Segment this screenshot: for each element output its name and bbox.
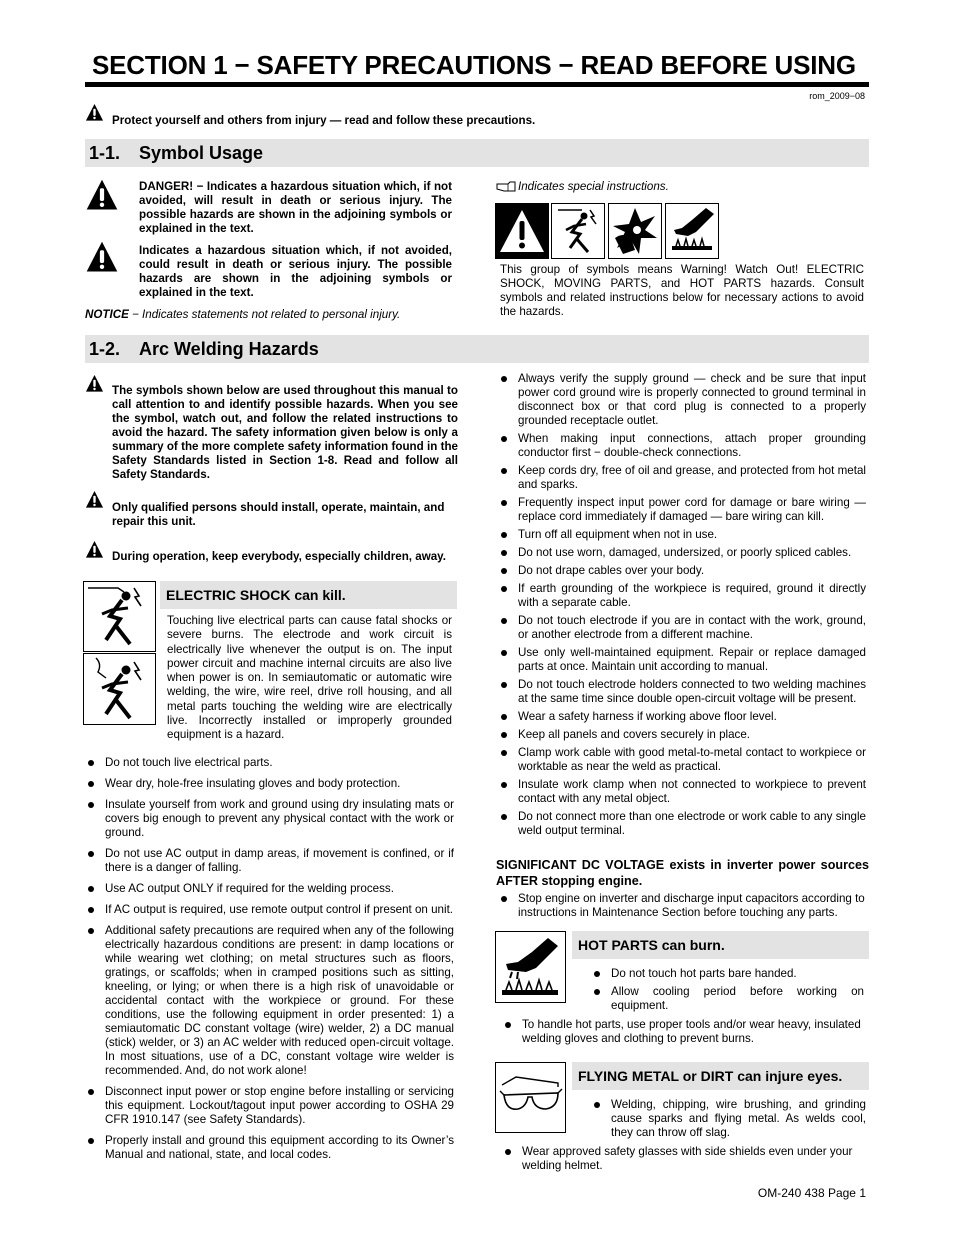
page-title: SECTION 1 − SAFETY PRECAUTIONS − READ BEFORE USING xyxy=(92,50,856,80)
list-item: Turn off all equipment when not in use. xyxy=(496,528,866,542)
dc-voltage-heading: SIGNIFICANT DC VOLTAGE exists in inverter power sources AFTER stopping engine. xyxy=(496,858,869,888)
flying-metal-extra-list xyxy=(500,1145,866,1173)
list-item: Frequently inspect input power cord for damage or bare wiring — replace cord immediately if damaged — bare wiring can kill. xyxy=(496,496,866,524)
list-item: If earth grounding of the workpiece is required, ground it directly with a separate cable. xyxy=(496,582,866,610)
pointing-hand-icon xyxy=(496,181,516,192)
warning-icon xyxy=(85,490,104,509)
hot-parts-heading: HOT PARTS can burn. xyxy=(572,931,869,959)
section-arc-welding xyxy=(85,335,869,363)
list-item: If AC output is required, use remote output control if present on unit. xyxy=(83,903,454,917)
hazard-symbol-group xyxy=(495,203,720,259)
list-item: Insulate yourself from work and ground using dry insulating mats or covers big enough to prevent any physical contact with the work or ground. xyxy=(83,798,454,840)
list-item: Do not touch electrode if you are in contact with the work, ground, or another electrode from a different machine. xyxy=(496,614,866,642)
moving-parts-symbol xyxy=(608,203,662,259)
arc-intro: The symbols shown below are used throughout this manual to call attention to and identify possible hazards. When you see the symbol, watch out, and follow the related instructions to avoid the hazard. The safety information given below is only a summary of the more complete safety information found in the Safety Standards listed in Section 1-8. Read and follow all Safety Standards. xyxy=(112,384,458,481)
page-footer: OM-240 438 Page 1 xyxy=(757,1186,866,1200)
list-item: Keep cords dry, free of oil and grease, and protected from hot metal and sparks. xyxy=(496,464,866,492)
notice-line xyxy=(85,308,455,322)
electric-shock-wire-icon xyxy=(84,654,155,724)
dc-voltage-list xyxy=(496,892,868,920)
list-item: Keep all panels and covers securely in place. xyxy=(496,728,866,742)
list-item: Use only well-maintained equipment. Repair or replace damaged parts at once. Maintain unit according to manual. xyxy=(496,646,866,674)
electric-shock-icon xyxy=(84,582,155,651)
list-item: When making input connections, attach proper grounding conductor first − double-check connections. xyxy=(496,432,866,460)
warning-icon xyxy=(85,540,104,559)
hot-parts-icon xyxy=(666,204,718,258)
electric-shock-icon xyxy=(552,204,604,258)
section-heading: Arc Welding Hazards xyxy=(139,339,319,359)
qualified-persons: Only qualified persons should install, operate, maintain, and repair this unit. xyxy=(112,501,445,528)
title-rule xyxy=(85,82,869,87)
section-number: 1-1. xyxy=(89,143,121,163)
keep-away: During operation, keep everybody, especially children, away. xyxy=(112,550,446,563)
list-item: Wear a safety harness if working above floor level. xyxy=(496,710,866,724)
warning-text xyxy=(139,244,452,300)
warning-symbol xyxy=(495,203,549,259)
electric-shock-text: Touching live electrical parts can cause fatal shocks or severe burns. The electrode and work circuit is electrically live whenever the output is on. The input power circuit and machine internal circuits are also live when power is on. In semiautomatic or automatic wire welding, the wire, wire reel, drive roll housing, and all metal parts touching the welding wire are electrically live. Incorrectly installed or improperly grounded equipment is a hazard. xyxy=(167,614,452,742)
list-item: Welding, chipping, wire brushing, and grinding cause sparks and flying metal. As welds cool, they can throw off slag. xyxy=(589,1098,866,1140)
list-item: To handle hot parts, use proper tools and/or wear heavy, insulated welding gloves and clothing to prevent burns. xyxy=(500,1018,866,1046)
notice-label: NOTICE xyxy=(85,308,129,321)
electric-shock-heading: ELECTRIC SHOCK can kill. xyxy=(160,581,457,609)
safety-glasses-icon xyxy=(496,1063,565,1132)
list-item: Do not use AC output in damp areas, if movement is confined, or if there is a danger of falling. xyxy=(83,847,454,875)
hot-parts-symbol xyxy=(495,931,566,1003)
list-item: Do not touch live electrical parts. xyxy=(83,756,454,770)
notice-text: − Indicates statements not related to personal injury. xyxy=(128,308,401,321)
list-item: Do not connect more than one electrode or work cable to any single weld output terminal. xyxy=(496,810,866,838)
symbol-group-description: This group of symbols means Warning! Watch Out! ELECTRIC SHOCK, MOVING PARTS, and HOT PARTS hazards. Consult symbols and related instructions below for necessary actions to avoid the hazards. xyxy=(500,263,864,318)
list-item: Stop engine on inverter and discharge input capacitors according to instructions in Maintenance Section before touching any parts. xyxy=(496,892,868,920)
electric-shock-list-right xyxy=(496,372,866,842)
electric-shock-list-left xyxy=(83,756,454,1169)
electric-shock-symbol xyxy=(83,581,156,652)
section-number: 1-2. xyxy=(89,339,121,359)
list-item: Wear dry, hole-free insulating gloves and body protection. xyxy=(83,777,454,791)
list-item: Always verify the supply ground — check and be sure that input power cord ground wire is properly connected to ground terminal in disconnect box or that cord plug is connected to a properly grounded receptacle outlet. xyxy=(496,372,866,428)
list-item: Use AC output ONLY if required for the welding process. xyxy=(83,882,454,896)
list-item: Insulate work clamp when not connected to workpiece to prevent contact with any metal object. xyxy=(496,778,866,806)
warning-icon xyxy=(85,374,104,393)
list-item: Do not drape cables over your body. xyxy=(496,564,866,578)
warning-icon xyxy=(85,103,104,122)
hot-parts-symbol xyxy=(665,203,719,259)
warning-icon xyxy=(85,240,119,274)
protect-notice: Protect yourself and others from injury — read and follow these precautions. xyxy=(112,114,536,127)
warning-icon xyxy=(496,204,548,258)
special-instructions: Indicates special instructions. xyxy=(518,180,669,193)
list-item: Do not touch electrode holders connected to two welding machines at the same time since double open-circuit voltage will be present. xyxy=(496,678,866,706)
section-heading: Symbol Usage xyxy=(139,143,264,163)
danger-icon xyxy=(85,178,119,212)
list-item: Do not use worn, damaged, undersized, or poorly spliced cables. xyxy=(496,546,866,560)
list-item: Properly install and ground this equipment according to its Owner’s Manual and national, state, and local codes. xyxy=(83,1134,454,1162)
list-item: Clamp work cable with good metal-to-metal contact to workpiece or worktable as near the weld as practical. xyxy=(496,746,866,774)
section-symbol-usage xyxy=(85,139,869,167)
flying-metal-list xyxy=(589,1098,866,1144)
hot-parts-icon xyxy=(496,932,565,1002)
list-item: Disconnect input power or stop engine before installing or servicing this equipment. Lockout/tagout input power according to OSHA 29 CFR 1910.147 (see Safety Standards). xyxy=(83,1085,454,1127)
hot-parts-extra-list xyxy=(500,1018,866,1046)
hot-parts-list xyxy=(589,967,864,1017)
electric-shock-symbol xyxy=(551,203,605,259)
flying-metal-symbol xyxy=(495,1062,566,1133)
list-item: Additional safety precautions are required when any of the following electrically hazardous conditions are present: in damp locations or while wearing wet clothing; on metal structures such as floors, gratings, or scaffolds; when in cramped positions such as sitting, kneeling, or lying; or when there is a high risk of unavoidable or accidental contact with the workpiece or ground. For these conditions, use the following equipment in order presented: 1) a semiautomatic DC constant voltage (wire) welder, 2) a DC manual (stick) welder, or 3) an AC welder with reduced open-circuit voltage. In most situations, use of a DC, constant voltage wire welder is recommended. And, do not work alone! xyxy=(83,924,454,1078)
flying-metal-heading: FLYING METAL or DIRT can injure eyes. xyxy=(572,1062,869,1090)
list-item: Allow cooling period before working on equipment. xyxy=(589,985,864,1013)
doc-reference: rom_2009−08 xyxy=(809,91,865,101)
moving-parts-icon xyxy=(609,204,661,258)
electric-shock-wire-symbol xyxy=(83,653,156,725)
danger-text: DANGER! − Indicates a hazardous situation which, if not avoided, will result in death or serious injury. The possible hazards are shown in the adjoining symbols or explained in the text. xyxy=(139,180,452,235)
warning-definition: Indicates a hazardous situation which, if not avoided, could result in death or serious injury. The possible hazards are shown in the adjoining symbols or explained in the text. xyxy=(139,244,452,299)
list-item: Do not touch hot parts bare handed. xyxy=(589,967,864,981)
list-item: Wear approved safety glasses with side shields even under your welding helmet. xyxy=(500,1145,866,1173)
